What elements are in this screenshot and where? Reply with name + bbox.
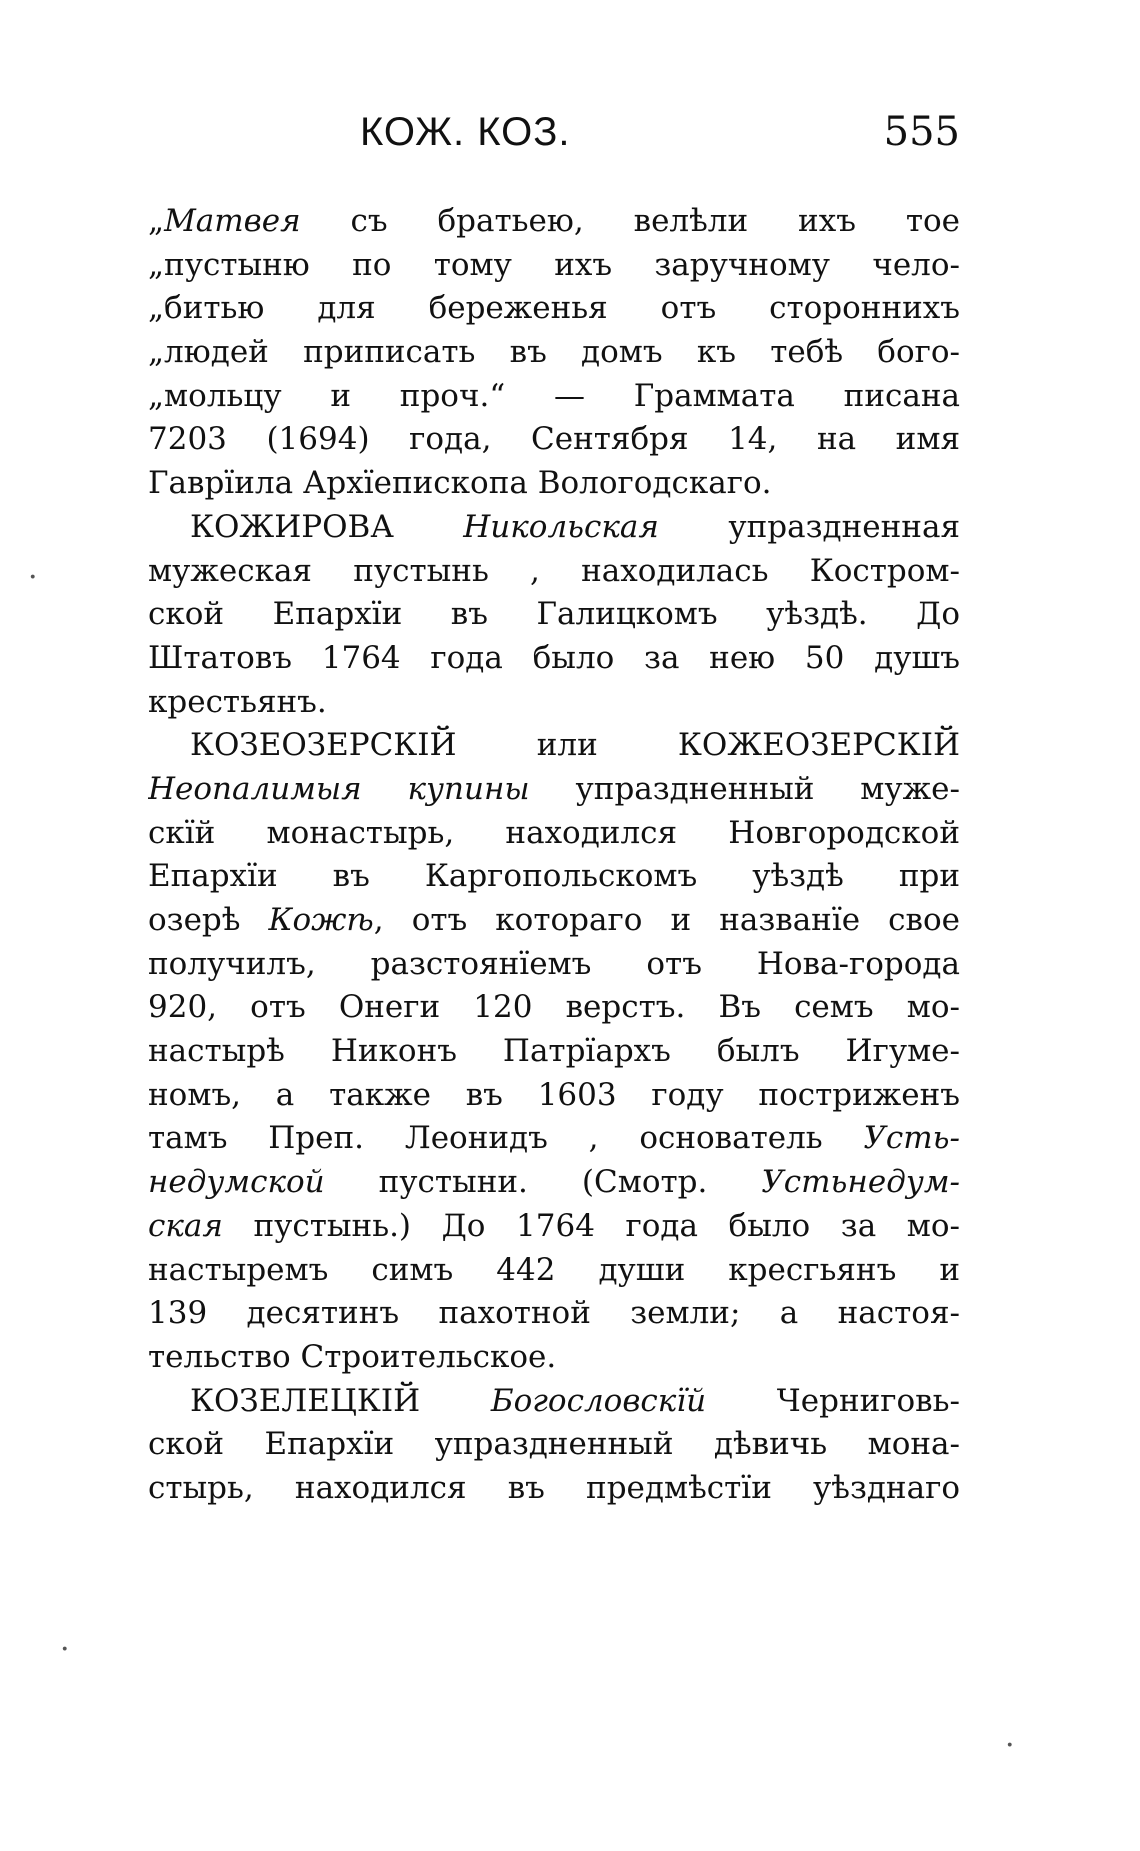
text-segment: получилъ, разстоянїемъ отъ Нова-города: [148, 945, 960, 982]
text-segment: 920, отъ Онеги 120 верстъ. Въ семъ мо-: [148, 989, 960, 1026]
page-header: [150, 102, 960, 162]
body-text: [148, 200, 960, 1511]
text-segment: номъ, а также въ 1603 году постриженъ: [148, 1076, 960, 1113]
text-line: [148, 768, 960, 812]
text-segment: пустыни. (Смотр.: [324, 1164, 762, 1201]
text-line: [148, 899, 960, 943]
text-line: [148, 1292, 960, 1336]
text-segment: настыремъ симъ 442 души кресгьянъ и: [148, 1251, 960, 1288]
text-segment: Епархїи въ Каргопольскомъ уѣздѣ при: [148, 858, 960, 895]
italic-text-segment: недумской: [148, 1164, 325, 1201]
text-line: [148, 986, 960, 1030]
text-line: [148, 418, 960, 462]
text-line: [148, 1423, 960, 1467]
text-line: [148, 375, 960, 419]
text-line: [148, 593, 960, 637]
text-segment: съ братьею, велѣли ихъ тое: [300, 203, 960, 239]
text-segment: тамъ Преп. Леонидъ , основатель: [148, 1120, 864, 1157]
text-segment: стырь, находился въ предмѣстїи уѣзднаго: [148, 1469, 960, 1506]
text-segment: крестьянъ.: [148, 683, 327, 720]
italic-text-segment: ская: [148, 1207, 223, 1244]
text-line: [148, 943, 960, 987]
text-line: [148, 244, 960, 288]
italic-text-segment: Матвея: [164, 203, 301, 239]
text-line: [148, 506, 960, 550]
text-segment: пустынь.) До 1764 года было за мо-: [222, 1207, 960, 1244]
text-line: [148, 637, 960, 681]
text-segment: скїй монастырь, находился Новгородской: [148, 814, 960, 851]
italic-text-segment: Усть-: [863, 1120, 960, 1157]
margin-mark: ·: [60, 1632, 70, 1667]
text-line: [148, 550, 960, 594]
text-line: [148, 331, 960, 375]
running-title: КОЖ. КОЗ.: [360, 110, 571, 154]
text-line: [148, 1074, 960, 1118]
text-segment: „мольцу и проч.“ — Граммата писана: [148, 377, 960, 414]
text-segment: „битью для береженья отъ сторонниxъ: [148, 290, 960, 327]
text-line: [148, 681, 960, 725]
text-segment: „: [148, 203, 165, 239]
margin-mark: ·: [28, 560, 38, 595]
text-line: [148, 855, 960, 899]
text-line: [148, 1249, 960, 1293]
text-segment: „людей приписать въ домъ къ тебѣ бого-: [148, 334, 960, 371]
text-segment: 7203 (1694) года, Сентября 14, на имя: [148, 421, 960, 458]
text-segment: упраздненный муже-: [529, 770, 960, 807]
text-segment: КОЗЕОЗЕРСКIЙ или КОЖЕОЗЕРСКIЙ: [190, 727, 960, 764]
text-segment: озерѣ: [148, 902, 269, 938]
text-line: [148, 1030, 960, 1074]
margin-mark: ·: [1005, 1728, 1015, 1763]
text-segment: Гаврїила Архїепископа Вологодскаго.: [148, 465, 772, 502]
text-segment: Штатовъ 1764 года было за нею 50 душъ: [148, 639, 960, 676]
text-line: [148, 1380, 960, 1424]
italic-text-segment: Богословскїй: [490, 1382, 707, 1419]
text-segment: , отъ котораго и названїе свое: [373, 902, 960, 938]
text-segment: КОЗЕЛЕЦКIЙ: [190, 1382, 491, 1419]
italic-text-segment: Устьнедум-: [761, 1164, 960, 1201]
text-line: [148, 1161, 960, 1205]
italic-text-segment: Кожѣ: [268, 902, 374, 938]
text-segment: ской Епархїи въ Галицкомъ уѣздѣ. До: [148, 596, 960, 633]
text-segment: ской Епархїи упраздненный дѣвичь мона-: [148, 1426, 960, 1463]
text-line: [148, 200, 960, 244]
text-segment: 139 десятинъ пахотной земли; а настоя-: [148, 1295, 960, 1332]
text-segment: упраздненная: [658, 508, 960, 545]
italic-text-segment: Никольская: [463, 508, 659, 545]
text-segment: КОЖИРОВА: [190, 508, 464, 545]
text-line: [148, 287, 960, 331]
text-segment: „пустыню по тому ихъ заручному чело-: [148, 246, 960, 283]
text-line: [148, 724, 960, 768]
text-line: [148, 1336, 960, 1380]
text-segment: Черниговь-: [706, 1382, 960, 1419]
text-segment: мужеская пустынь , находилась Костром-: [148, 552, 960, 589]
text-line: [148, 1117, 960, 1161]
text-line: [148, 1467, 960, 1511]
page-number: 555: [883, 109, 960, 155]
italic-text-segment: Неопалимыя купины: [148, 770, 530, 807]
text-line: [148, 462, 960, 506]
text-segment: настырѣ Никонъ Патрїархъ былъ Игуме-: [148, 1033, 960, 1070]
text-line: [148, 812, 960, 856]
text-line: [148, 1205, 960, 1249]
text-segment: тельство Строительское.: [148, 1338, 557, 1375]
